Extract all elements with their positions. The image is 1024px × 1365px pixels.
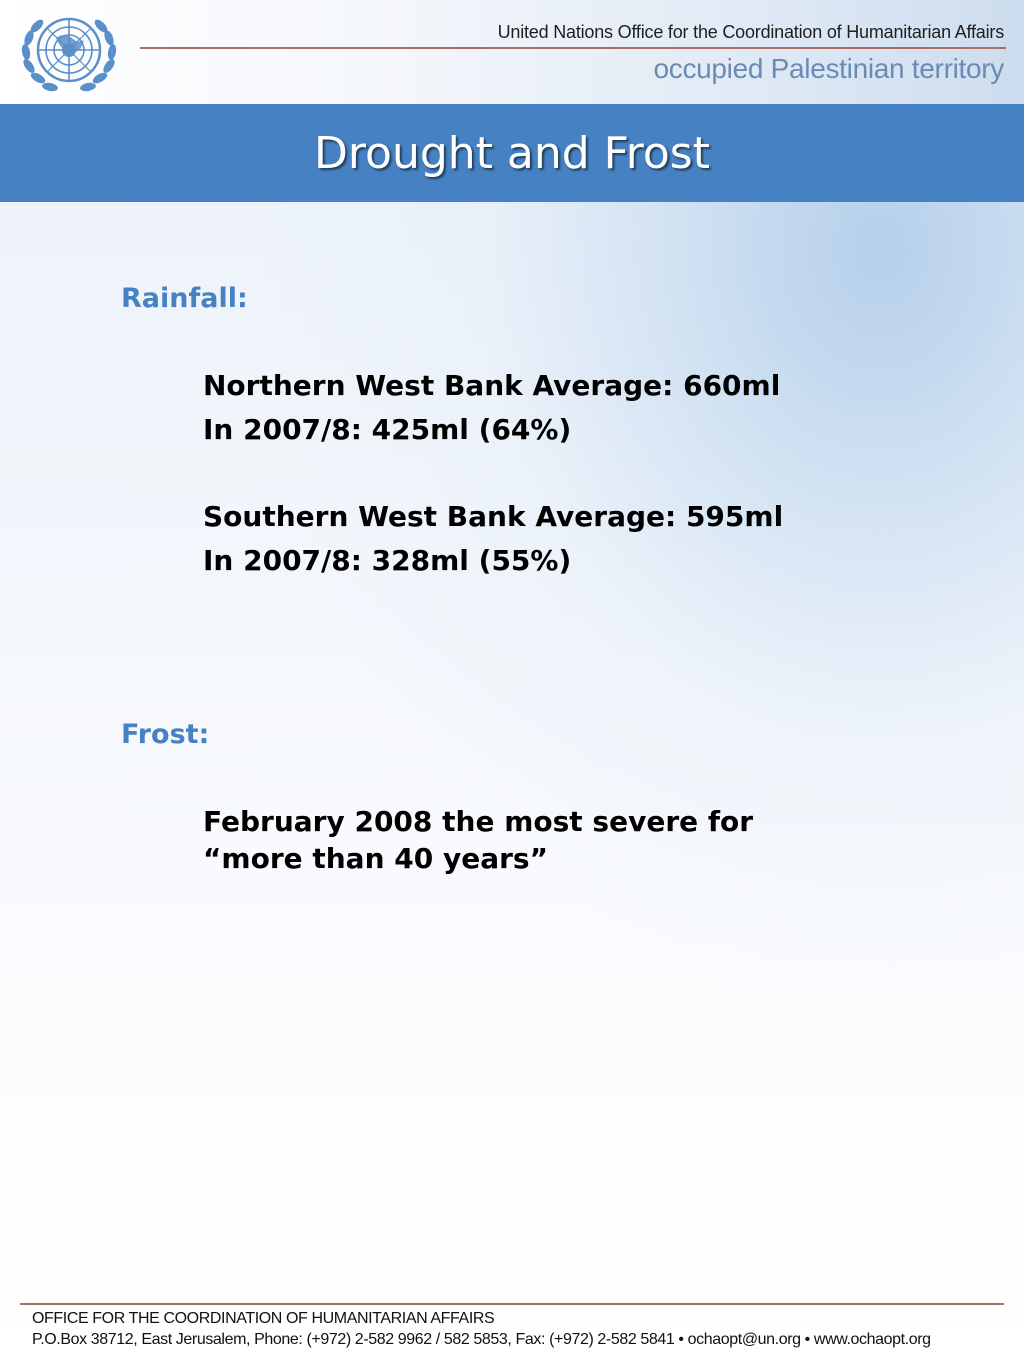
header-bar: [0, 0, 1024, 104]
territory-name: occupied Palestinian territory: [653, 53, 1004, 84]
slide-title: Drought and Frost: [314, 128, 710, 179]
footer-contact-info: P.O.Box 38712, East Jerusalem, Phone: (+972) 2-582 9962 / 582 5853, Fax: (+972) 2-582 5841 • ochaopt@un.org • www.ochaopt.org: [32, 1331, 931, 1348]
rainfall-heading: Rainfall:: [121, 283, 248, 314]
north-2007-text: In 2007/8: 425ml (64%): [203, 413, 572, 446]
frost-line-2: “more than 40 years”: [203, 842, 548, 875]
footer-divider: [20, 1303, 1004, 1305]
north-average-text: Northern West Bank Average: 660ml: [203, 369, 781, 402]
un-emblem-icon: [20, 8, 118, 96]
org-name: United Nations Office for the Coordination of Humanitarian Affairs: [497, 22, 1004, 42]
header-divider: [140, 47, 1006, 49]
frost-heading: Frost:: [121, 719, 210, 750]
south-2007-text: In 2007/8: 328ml (55%): [203, 544, 572, 577]
footer-org-name: OFFICE FOR THE COORDINATION OF HUMANITARIAN AFFAIRS: [32, 1310, 495, 1327]
frost-line-1: February 2008 the most severe for: [203, 805, 754, 838]
south-average-text: Southern West Bank Average: 595ml: [203, 500, 784, 533]
